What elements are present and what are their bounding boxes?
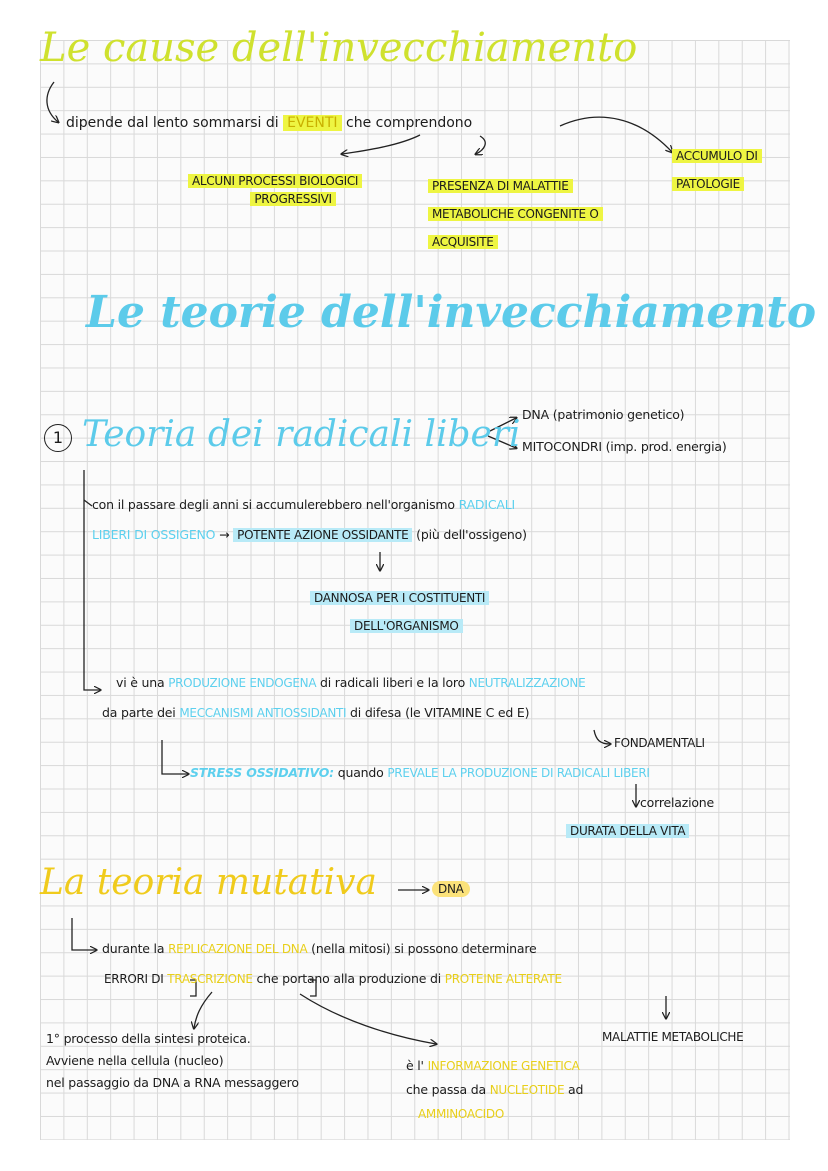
mutativa-malattie: MALATTIE METABOLICHE bbox=[602, 1030, 744, 1044]
radicali-para1-line1: con il passare degli anni si accumulerebbero nell'organismo RADICALI bbox=[92, 497, 515, 512]
title-radicali: Teoria dei radicali liberi bbox=[82, 414, 521, 455]
title-cause: Le cause dell'invecchiamento bbox=[40, 25, 638, 71]
mutativa-line2: ERRORI DI TRASCRIZIONE che portano alla produzione di PROTEINE ALTERATE bbox=[104, 971, 562, 986]
title-mutativa: La teoria mutativa bbox=[40, 862, 377, 903]
cause-item-processi: ALCUNI PROCESSI BIOLOGICI PROGRESSIVI bbox=[188, 172, 362, 208]
radicali-para2-line2: da parte dei MECCANISMI ANTIOSSIDANTI di difesa (le VITAMINE C ed E) bbox=[102, 705, 530, 720]
radicali-para1-line2: LIBERI DI OSSIGENO → POTENTE AZIONE OSSIDANTE (più dell'ossigeno) bbox=[92, 527, 527, 542]
radicali-branch-dna: DNA (patrimonio genetico) bbox=[522, 407, 685, 422]
mutativa-sintesi-block: 1° processo della sintesi proteica. Avviene nella cellula (nucleo) nel passaggio da DNA a RNA messaggero bbox=[46, 1031, 299, 1090]
number-one-badge: 1 bbox=[44, 424, 72, 452]
title-teorie: Le teorie dell'invecchiamento bbox=[86, 287, 817, 338]
mutativa-informazione-block: è l' INFORMAZIONE GENETICA che passa da NUCLEOTIDE ad AMMINOACIDO bbox=[406, 1058, 584, 1121]
radicali-correlazione: correlazione bbox=[640, 795, 715, 810]
cause-item-malattie: PRESENZA DI MALATTIE METABOLICHE CONGENITE O ACQUISITE bbox=[428, 172, 603, 256]
mutativa-dna-tag: DNA bbox=[432, 880, 470, 898]
cause-item-patologie: ACCUMULO DI PATOLOGIE bbox=[672, 142, 762, 198]
radicali-branch-mito: MITOCONDRI (imp. prod. energia) bbox=[522, 439, 727, 454]
radicali-dannosa: DANNOSA PER I COSTITUENTI DELL'ORGANISMO bbox=[310, 584, 489, 640]
cause-intro: dipende dal lento sommarsi di EVENTI che comprendono bbox=[66, 115, 473, 131]
radicali-fondamentali: FONDAMENTALI bbox=[614, 736, 705, 750]
radicali-durata: DURATA DELLA VITA bbox=[566, 822, 689, 840]
mutativa-line1: durante la REPLICAZIONE DEL DNA (nella mitosi) si possono determinare bbox=[102, 941, 537, 956]
radicali-stress-line: STRESS OSSIDATIVO: quando PREVALE LA PRODUZIONE DI RADICALI LIBERI bbox=[190, 765, 650, 780]
radicali-para2-line1: vi è una PRODUZIONE ENDOGENA di radicali liberi e la loro NEUTRALIZZAZIONE bbox=[116, 675, 586, 690]
